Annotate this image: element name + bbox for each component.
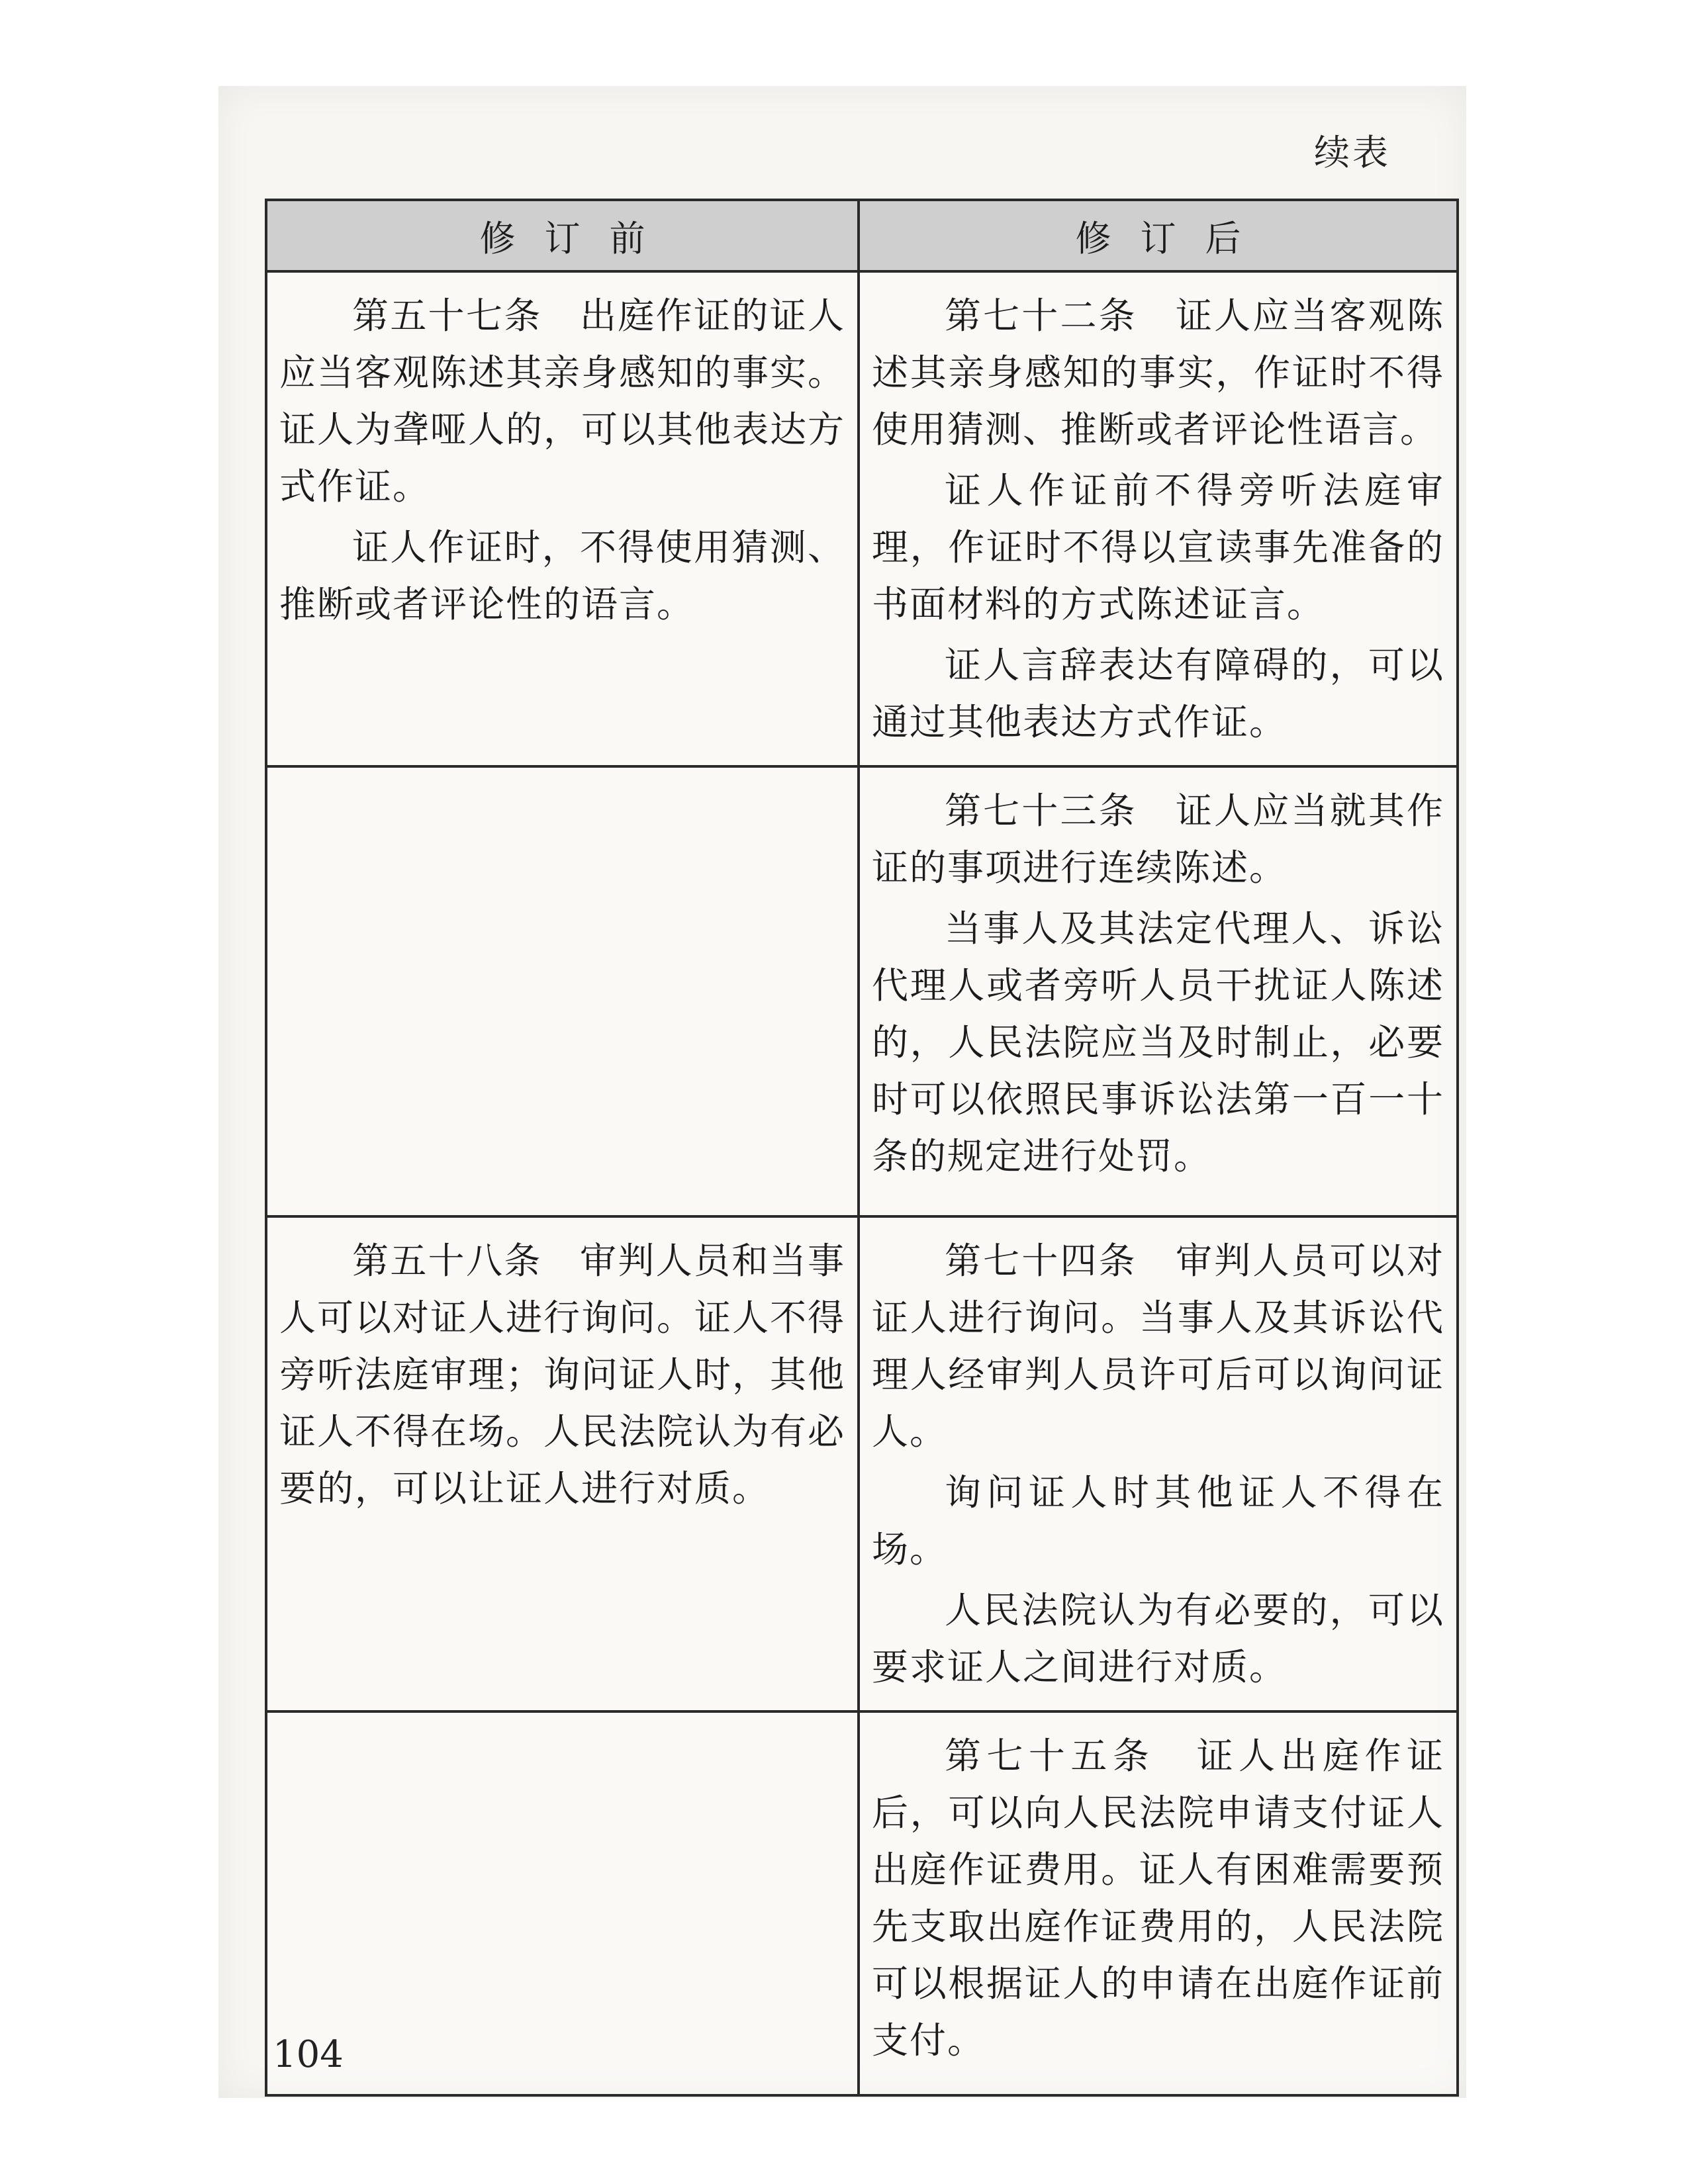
cell-after (859, 1216, 1458, 1711)
continued-label: 续表 (1314, 132, 1391, 173)
paragraph: 第七十五条 证人出庭作证后，可以向人民法院申请支付证人出庭作证费用。证人有困难需要预先支取出庭作证费用的，人民法院可以根据证人的申请在出庭作证前支付。 (872, 1735, 1444, 2062)
table-header-row (266, 200, 1458, 271)
cell-before-empty (266, 1711, 859, 2095)
paragraph: 第七十三条 证人应当就其作证的事项进行连续陈述。 (872, 790, 1444, 889)
paragraph: 第七十四条 审判人员可以对证人进行询问。当事人及其诉讼代理人经审判人员许可后可以询问证人。 (872, 1240, 1444, 1453)
column-header-after: 修订后 (859, 200, 1458, 271)
paragraph: 证人作证前不得旁听法庭审理，作证时不得以宣读事先准备的书面材料的方式陈述证言。 (872, 469, 1444, 625)
paragraph: 第七十二条 证人应当客观陈述其亲身感知的事实，作证时不得使用猜测、推断或者评论性语言。 (872, 295, 1444, 451)
page-number: 104 (273, 2033, 344, 2076)
cell-before (266, 1216, 859, 1711)
table-row (266, 766, 1458, 1216)
paragraph: 证人言辞表达有障碍的，可以通过其他表达方式作证。 (872, 644, 1444, 743)
paragraph: 证人作证时，不得使用猜测、推断或者评论性的语言。 (279, 526, 845, 625)
paragraph: 询问证人时其他证人不得在场。 (872, 1471, 1444, 1570)
cell-before-empty (266, 766, 859, 1216)
table-row (266, 1711, 1458, 2095)
paragraph: 第五十七条 出庭作证的证人应当客观陈述其亲身感知的事实。证人为聋哑人的，可以其他表达方式作证。 (279, 295, 846, 508)
cell-after (859, 766, 1458, 1216)
table-row (266, 1216, 1458, 1711)
comparison-table (265, 199, 1459, 2097)
table-row (266, 271, 1458, 766)
column-header-before: 修订前 (266, 200, 859, 271)
paragraph: 当事人及其法定代理人、诉讼代理人或者旁听人员干扰证人陈述的，人民法院应当及时制止，必要时可以依照民事诉讼法第一百一十条的规定进行处罚。 (872, 907, 1444, 1177)
paragraph: 人民法院认为有必要的，可以要求证人之间进行对质。 (872, 1589, 1444, 1688)
paragraph: 第五十八条 审判人员和当事人可以对证人进行询问。证人不得旁听法庭审理；询问证人时，其他证人不得在场。人民法院认为有必要的，可以让证人进行对质。 (279, 1240, 846, 1510)
cell-after (859, 1711, 1458, 2095)
cell-before (266, 271, 859, 766)
cell-after (859, 271, 1458, 766)
